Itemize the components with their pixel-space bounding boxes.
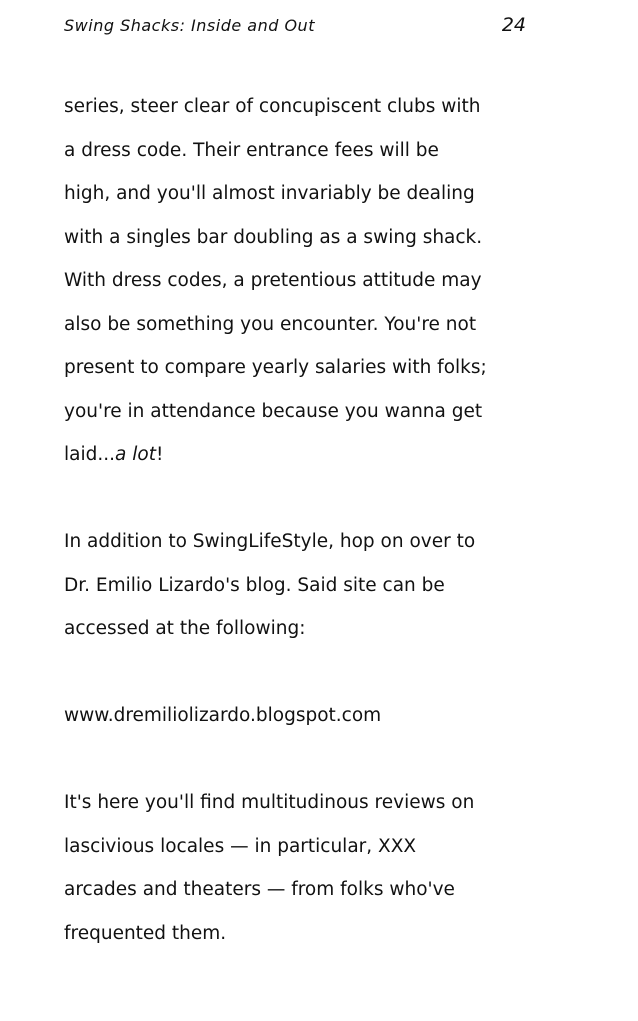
text-line: with a singles bar doubling as a swing shack. [64,226,483,248]
paragraph [64,781,574,955]
book-title: Swing Shacks: Inside and Out [64,16,315,35]
text-line: series, steer clear of concupiscent clubs with [64,96,481,117]
url-text: www.dremiliolizardo.blogspot.com [64,705,382,726]
paragraph-gap [64,477,574,521]
emphasis-text: a lot [115,444,156,465]
page-number: 24 [501,14,526,36]
paragraph [64,520,574,651]
paragraph-gap [64,651,574,695]
text-line: a dress code. Their entrance fees will be [64,139,439,161]
text-line: you're in attendance because you wanna get [64,400,483,422]
paragraph [64,85,574,477]
text-line: arcades and theaters — from folks who've [64,879,455,900]
text-line: With dress codes, a pretentious attitude may [64,270,482,291]
text-line: also be something you encounter. You're not [64,313,477,335]
text-line [64,433,574,477]
body-text [64,85,574,955]
page-header [64,14,526,42]
text-line: In addition to SwingLifeStyle, hop on over to [64,531,476,552]
text-line: frequented them. [64,922,227,944]
paragraph-gap [64,738,574,782]
text-fragment: ! [155,444,164,465]
text-line: accessed at the following: [64,618,306,639]
text-line: It's here you'll find multitudinous reviews on [64,792,475,813]
text-fragment: laid... [64,444,116,465]
text-line: Dr. Emilio Lizardo's blog. Said site can be [64,574,445,596]
text-line: lascivious locales — in particular, XXX [64,835,417,857]
text-line: present to compare yearly salaries with folks; [64,357,487,378]
text-line: high, and you'll almost invariably be dealing [64,183,475,204]
